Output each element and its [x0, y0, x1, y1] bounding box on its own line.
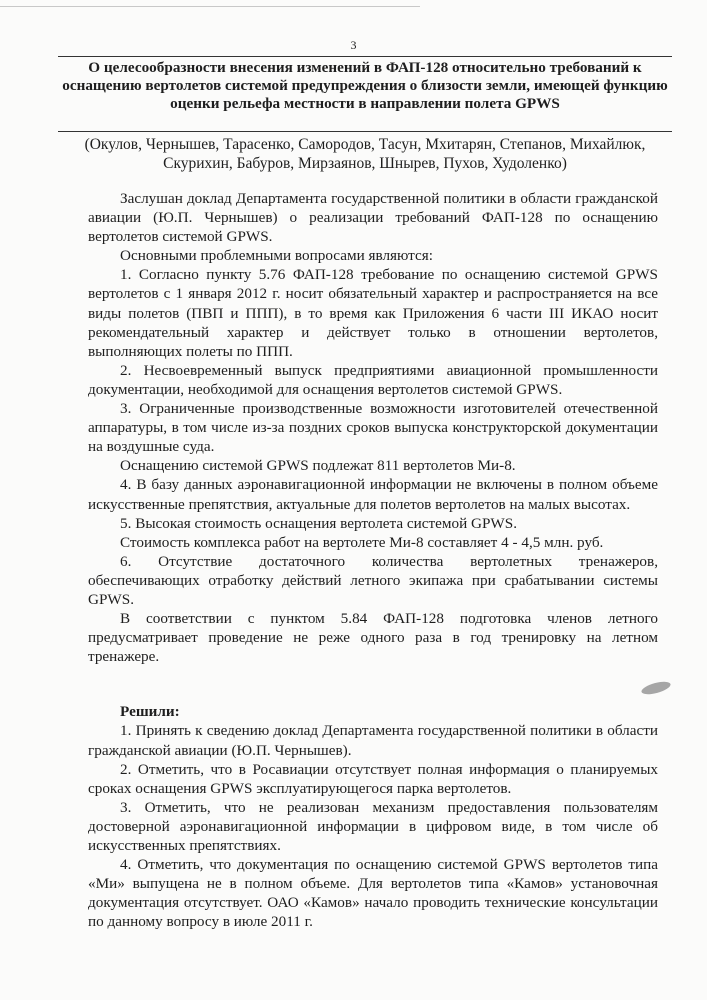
scan-edge-line — [0, 6, 420, 7]
issue-item: 6. Отсутствие достаточного количества вертолетных тренажеров, обеспечивающих отработку действий летного экипажа при срабатывании системы GPWS. — [88, 552, 658, 608]
title-bottom-rule — [58, 131, 672, 132]
issue-note: Оснащению системой GPWS подлежат 811 вертолетов Ми-8. — [120, 457, 516, 475]
page-number: 3 — [350, 38, 357, 52]
intro-paragraph: Заслушан доклад Департамента государственной политики в области гражданской авиации (Ю.П. Чернышев) о реализации требований ФАП-128 по оснащению вертолетов системой GPWS. — [88, 190, 658, 246]
decisions-heading: Решили: — [120, 703, 180, 721]
speakers-list: (Окулов, Чернышев, Тарасенко, Самородов, Тасун, Мхитарян, Степанов, Михайлюк, Скурихин, Бабуров, Мирзаянов, Шнырев, Пухов, Худоленко) — [84, 136, 646, 172]
issue-note: В соответствии с пунктом 5.84 ФАП-128 подготовка членов летного предусматривает проведение не реже одного раза в год тренировку на летном тренажере. — [88, 610, 658, 666]
decision-item: 3. Отметить, что не реализован механизм предоставления пользователям достоверной аэронавигационной информации в цифровом виде, в том числе об искусственных препятствиях. — [88, 798, 658, 854]
decision-item: 4. Отметить, что документация по оснащению системой GPWS вертолетов типа «Ми» выпущена не в полном объеме. Для вертолетов типа «Камов» установочная документация отсутствует. ОАО «Камов» начало проводить технические консультации по данному вопросу в июле 2011 г. — [88, 856, 658, 931]
document-body — [88, 189, 658, 931]
decision-item: 1. Принять к сведению доклад Департамента государственной политики в области гражданской авиации (Ю.П. Чернышев). — [88, 722, 658, 759]
issue-note: Стоимость комплекса работ на вертолете Ми-8 составляет 4 - 4,5 млн. руб. — [120, 533, 604, 551]
issue-item: 1. Согласно пункту 5.76 ФАП-128 требование по оснащению системой GPWS вертолетов с 1 января 2012 г. носит обязательный характер и распространяется на все виды полетов (ПВП и ППП), в то время как Приложения 6 части III ИКАО носит рекомендательный характер и действует только в отношении вертолетов, выполняющих полеты по ППП. — [88, 266, 658, 360]
issue-item: 2. Несвоевременный выпуск предприятиями авиационной промышленности документации, необходимой для оснащения вертолетов системой GPWS. — [88, 361, 658, 398]
issue-item: 5. Высокая стоимость оснащения вертолета системой GPWS. — [120, 514, 518, 532]
issue-item: 3. Ограниченные производственные возможности изготовителей отечественной аппаратуры, в том числе из-за поздних сроков выпуска конструкторской документации на воздушные суда. — [88, 400, 658, 456]
issues-heading: Основными проблемными вопросами являются: — [120, 247, 433, 265]
section-title: О целесообразности внесения изменений в ФАП-128 относительно требований к оснащению вертолетов системой предупреждения о близости земли, имеющей функцию оценки рельефа местности в направлении полета GPWS — [62, 59, 668, 112]
decision-item: 2. Отметить, что в Росавиации отсутствует полная информация о планируемых сроках оснащения GPWS эксплуатирующегося парка вертолетов. — [88, 760, 658, 797]
issue-item: 4. В базу данных аэронавигационной информации не включены в полном объеме искусственные препятствия, актуальные для полетов вертолетов на малых высотах. — [88, 476, 658, 513]
title-top-rule — [58, 56, 672, 57]
